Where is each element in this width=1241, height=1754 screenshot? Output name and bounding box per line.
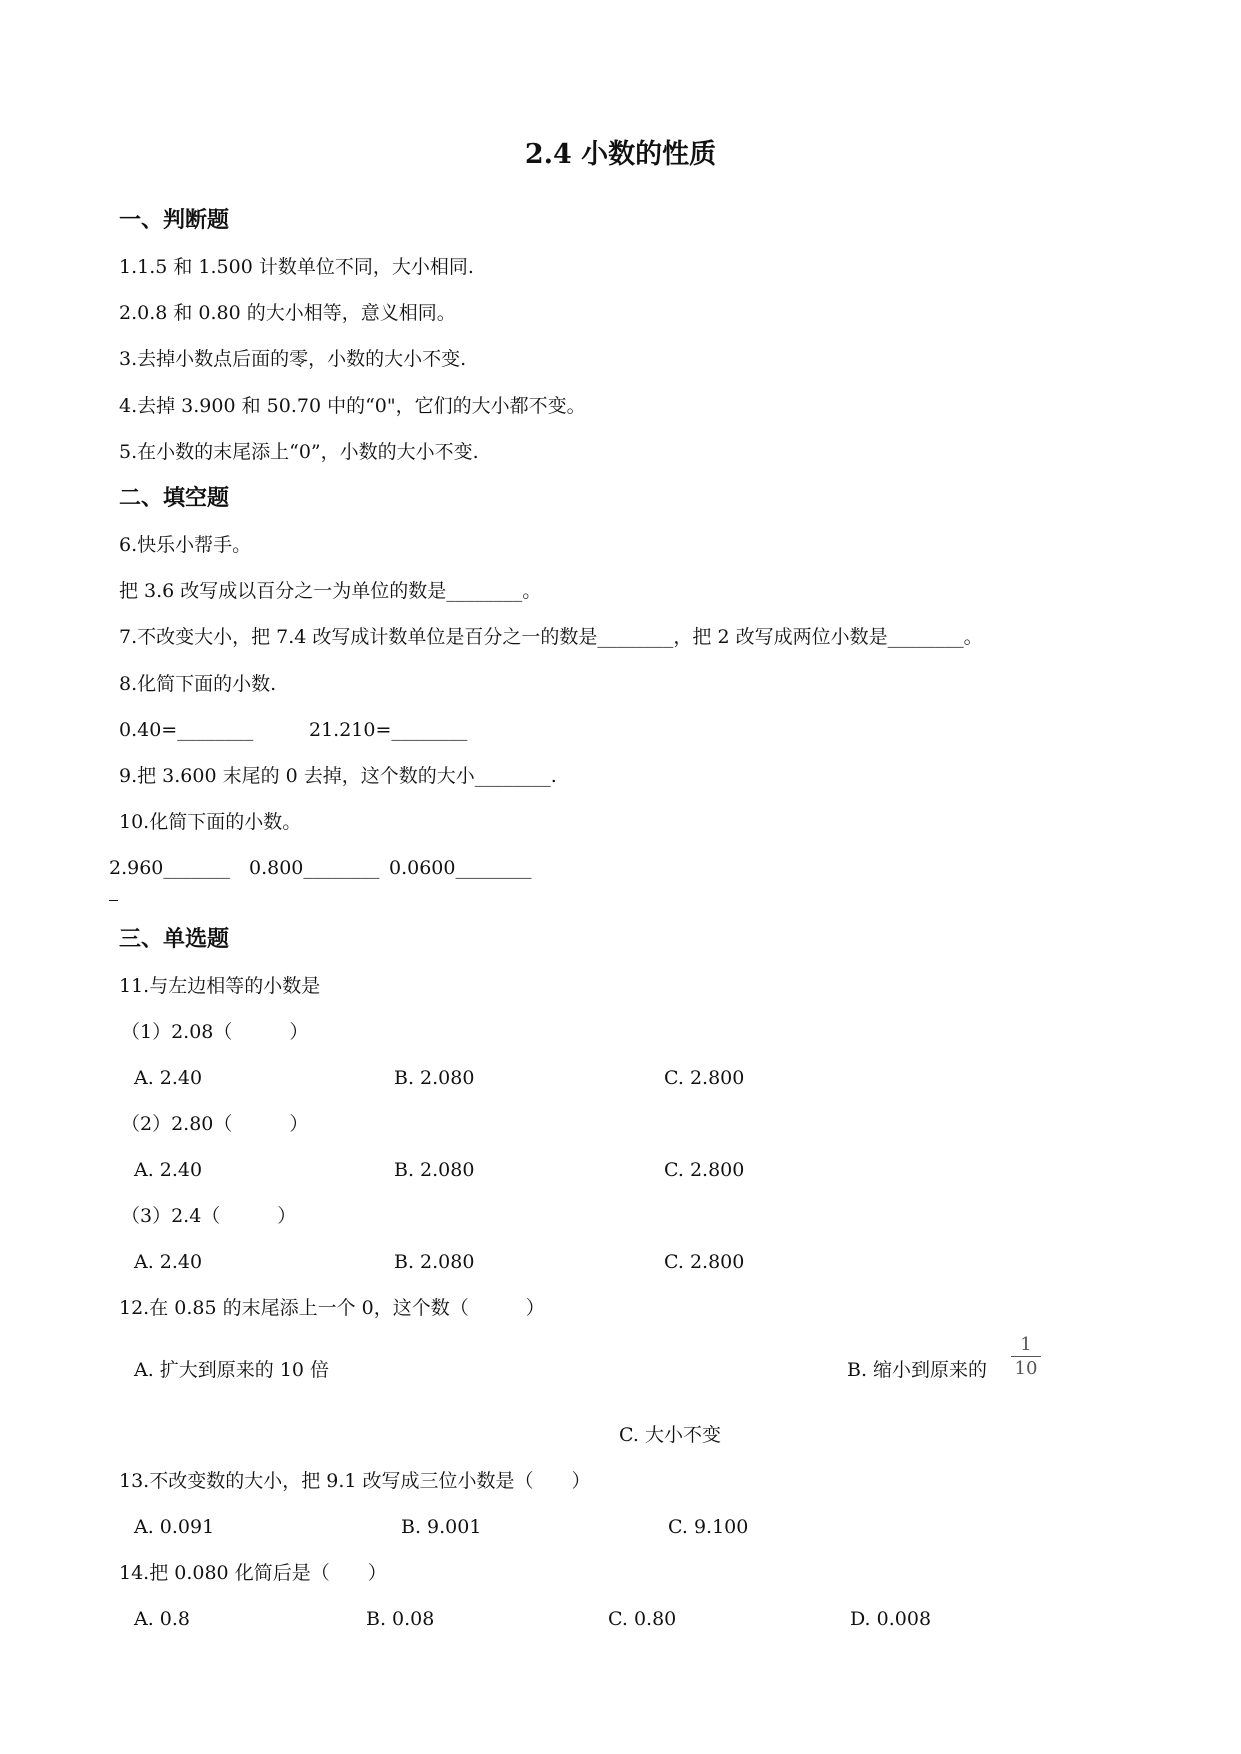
- question-11-sub-2-option-c: C. 2.800: [664, 1159, 745, 1181]
- question-11-sub-2-option-b: B. 2.080: [394, 1159, 475, 1181]
- question-11-sub-3-option-b: B. 2.080: [394, 1251, 475, 1273]
- section-heading-judgement: 一、判断题: [119, 207, 230, 233]
- question-14-option-c: C. 0.80: [608, 1608, 677, 1630]
- question-14: 14.把 0.080 化简后是（ ）: [119, 1562, 387, 1584]
- question-10-part-a: 2.960_______: [109, 857, 230, 879]
- question-11-sub-3-option-a: A. 2.40: [134, 1251, 203, 1273]
- fraction-denominator: 10: [1014, 1358, 1038, 1379]
- fraction-numerator: 1: [1020, 1334, 1032, 1355]
- question-11-sub-1-option-b: B. 2.080: [394, 1067, 475, 1089]
- question-12-option-a: A. 扩大到原来的 10 倍: [134, 1359, 330, 1381]
- question-8: 8.化简下面的小数.: [119, 673, 277, 695]
- question-9: 9.把 3.600 末尾的 0 去掉，这个数的大小________.: [119, 765, 557, 787]
- question-13: 13.不改变数的大小，把 9.1 改写成三位小数是（ ）: [119, 1470, 591, 1492]
- question-1: 1.1.5 和 1.500 计数单位不同，大小相同.: [119, 256, 474, 278]
- question-6: 6.快乐小帮手。: [119, 534, 252, 556]
- fraction-one-tenth: [1011, 1336, 1041, 1378]
- question-8-part-b: 21.210=________: [309, 719, 468, 741]
- section-heading-fill-in: 二、填空题: [119, 485, 230, 511]
- question-8-part-a: 0.40=________: [119, 719, 254, 741]
- question-11-sub-1-option-c: C. 2.800: [664, 1067, 745, 1089]
- section-heading-single-choice: 三、单选题: [119, 926, 230, 952]
- question-13-option-a: A. 0.091: [134, 1516, 215, 1538]
- question-4: 4.去掉 3.900 和 50.70 中的“0"，它们的大小都不变。: [119, 395, 586, 417]
- question-11-sub-1: （1）2.08（ ）: [121, 1021, 309, 1043]
- question-6-line: 把 3.6 改写成以百分之一为单位的数是________。: [119, 580, 542, 602]
- question-11-sub-2-option-a: A. 2.40: [134, 1159, 203, 1181]
- question-11-sub-3: （3）2.4（ ）: [121, 1205, 297, 1227]
- question-11-sub-2: （2）2.80（ ）: [121, 1113, 309, 1135]
- question-11-sub-3-option-c: C. 2.800: [664, 1251, 745, 1273]
- question-5: 5.在小数的末尾添上“0”，小数的大小不变.: [119, 441, 479, 463]
- question-12-option-b: B. 缩小到原来的: [847, 1359, 988, 1381]
- stray-underline-mark: [109, 900, 118, 901]
- question-14-option-a: A. 0.8: [134, 1608, 191, 1630]
- question-13-option-b: B. 9.001: [401, 1516, 482, 1538]
- question-11: 11.与左边相等的小数是: [119, 975, 321, 997]
- question-2: 2.0.8 和 0.80 的大小相等，意义相同。: [119, 302, 456, 324]
- question-14-option-d: D. 0.008: [850, 1608, 932, 1630]
- question-10: 10.化简下面的小数。: [119, 811, 302, 833]
- question-12-option-c: C. 大小不变: [619, 1424, 721, 1446]
- question-7: 7.不改变大小，把 7.4 改写成计数单位是百分之一的数是________，把 2 改写成两位小数是________。: [119, 626, 983, 648]
- question-13-option-c: C. 9.100: [668, 1516, 749, 1538]
- question-10-part-c: 0.0600________: [389, 857, 532, 879]
- question-3: 3.去掉小数点后面的零，小数的大小不变.: [119, 348, 467, 370]
- question-12: 12.在 0.85 的末尾添上一个 0，这个数（ ）: [119, 1297, 545, 1319]
- question-10-part-b: 0.800________: [249, 857, 380, 879]
- page-title: 2.4 小数的性质: [524, 139, 717, 170]
- fraction-bar: [1011, 1356, 1041, 1357]
- question-14-option-b: B. 0.08: [366, 1608, 435, 1630]
- question-11-sub-1-option-a: A. 2.40: [134, 1067, 203, 1089]
